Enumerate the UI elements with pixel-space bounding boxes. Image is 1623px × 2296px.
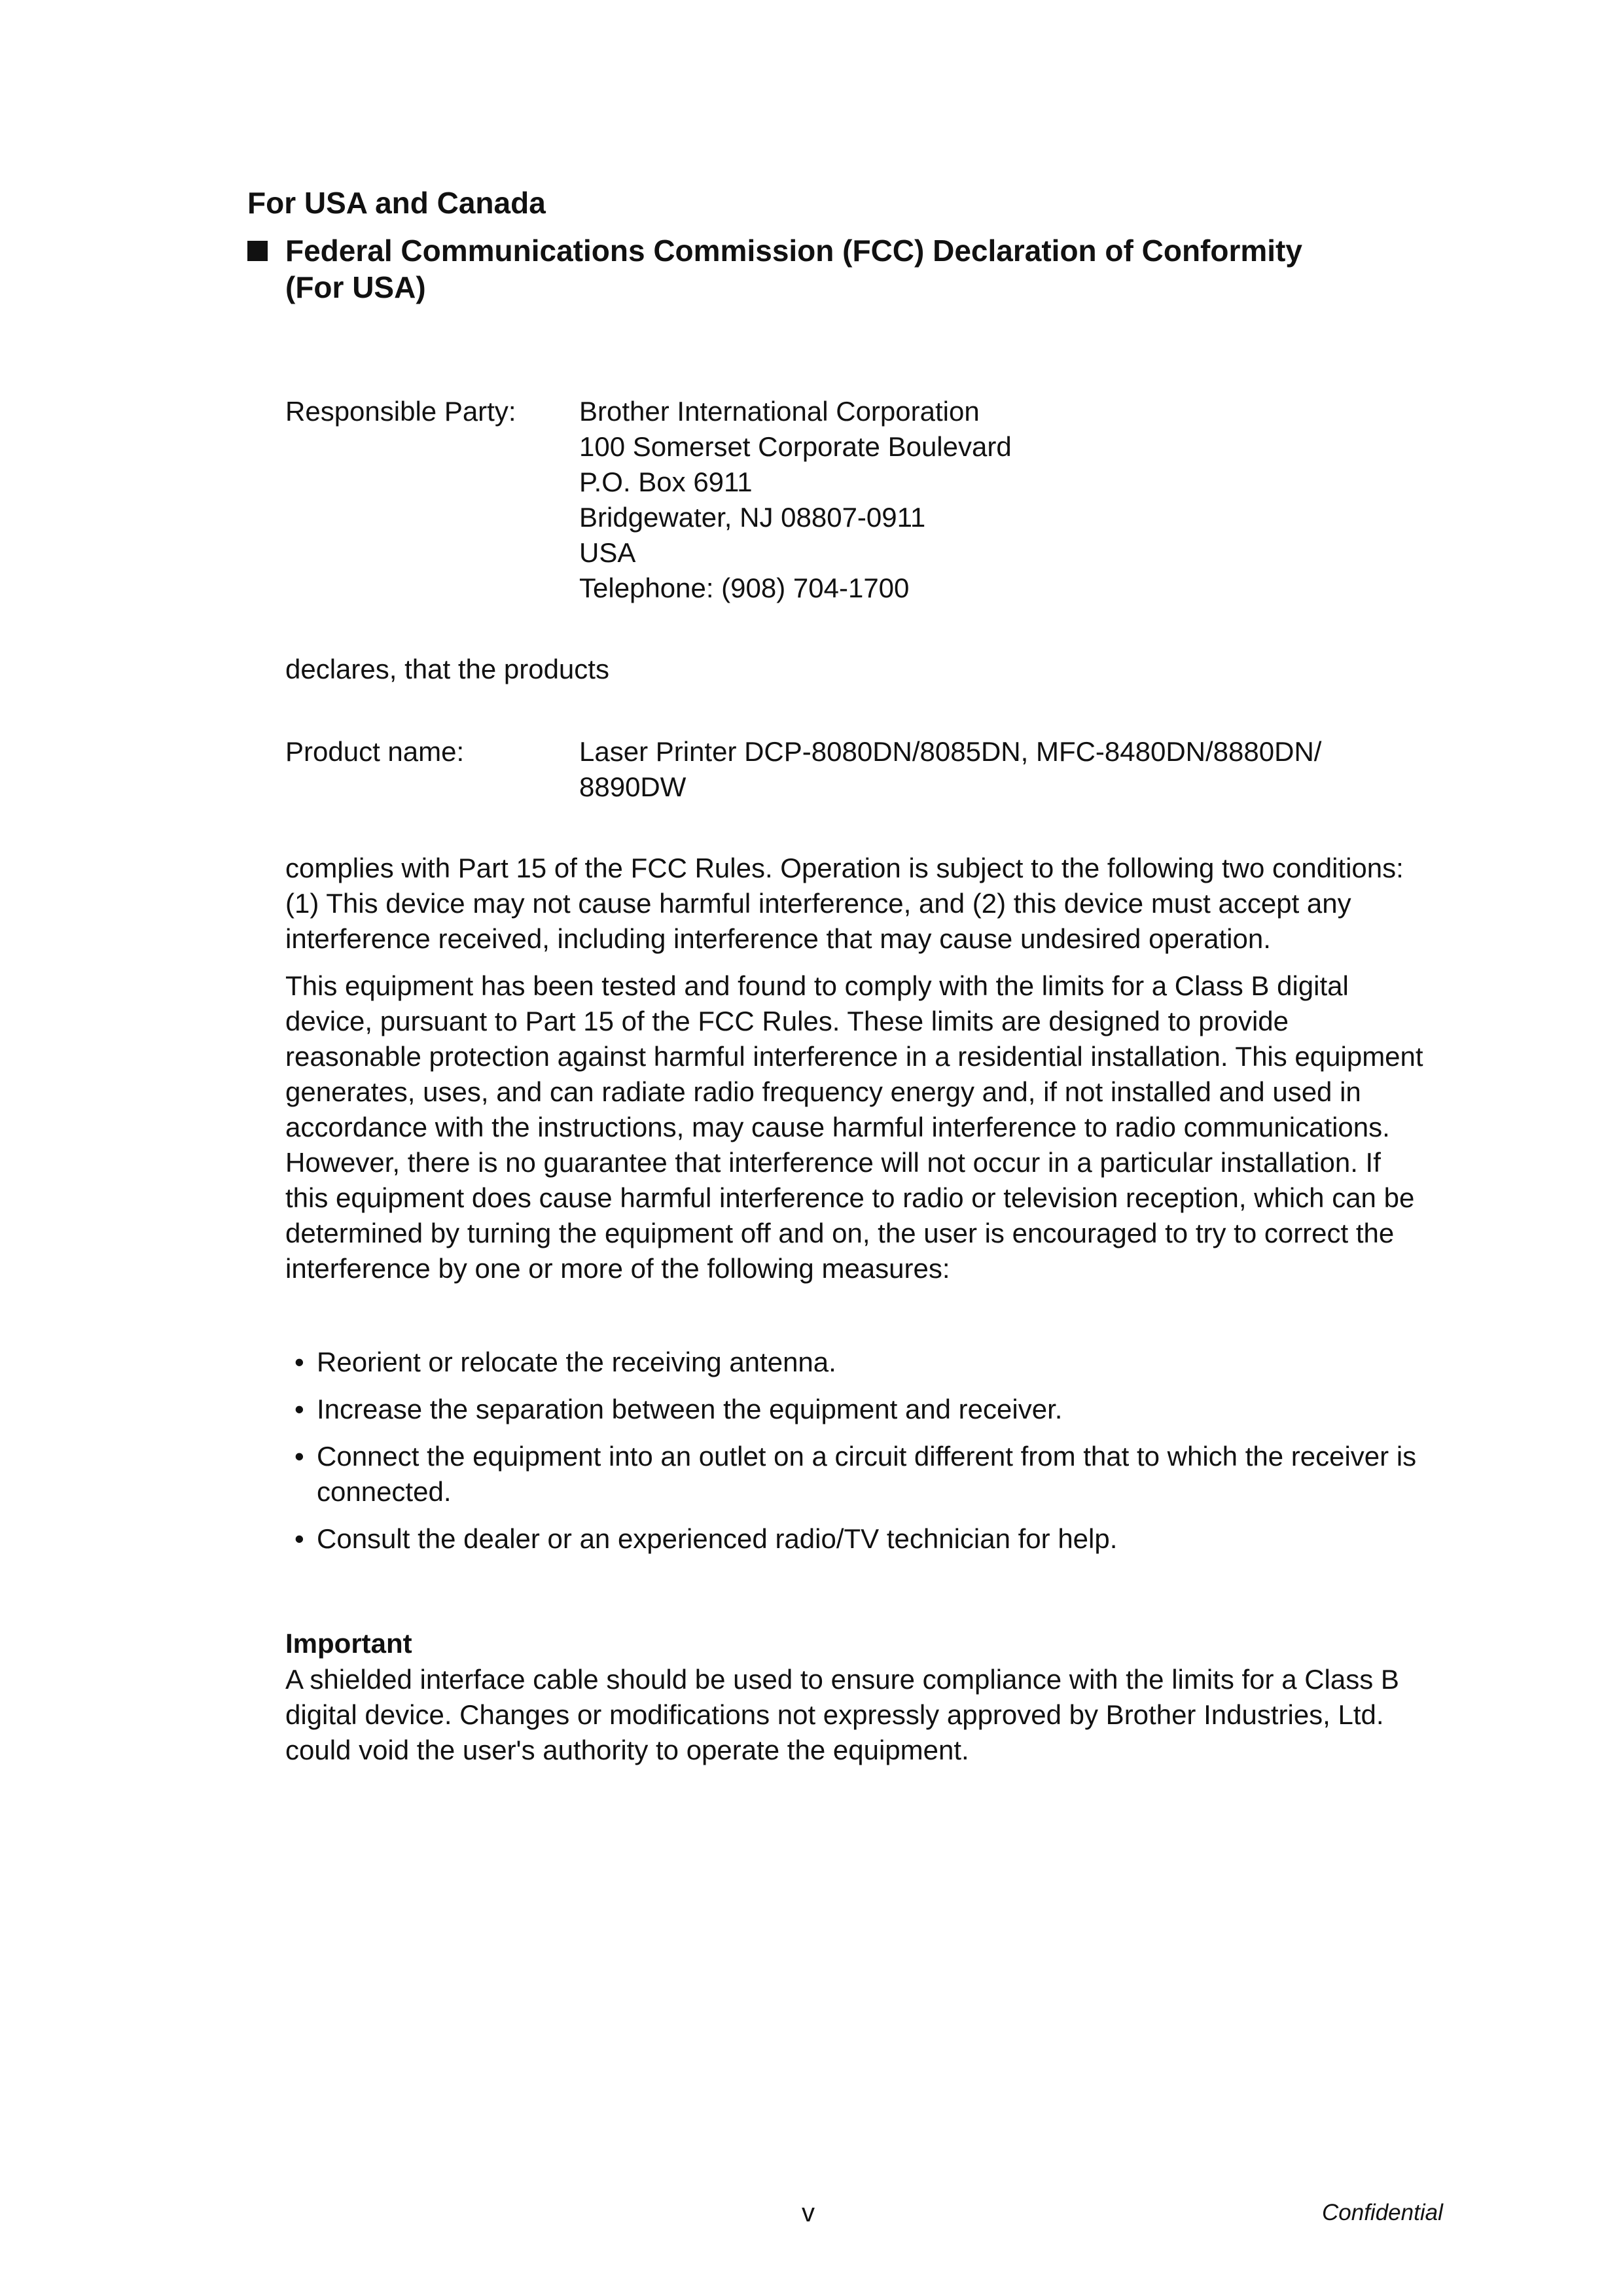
address-line: 100 Somerset Corporate Boulevard	[579, 431, 1012, 462]
product-name-value	[579, 734, 1430, 805]
address-line: Brother International Corporation	[579, 396, 980, 427]
heading-line-2: (For USA)	[285, 270, 426, 304]
list-item	[285, 1392, 1424, 1427]
important-heading: Important	[285, 1628, 412, 1659]
telephone-line: Telephone: (908) 704-1700	[579, 573, 910, 603]
list-item	[285, 1439, 1424, 1510]
fcc-declaration-heading	[247, 232, 1360, 306]
compliance-paragraph: complies with Part 15 of the FCC Rules. Operation is subject to the following two conditions: (1) This device may not cause harmful interference, and (2) this device must accept any interference received, including interference that may cause undesired operation.	[285, 853, 1404, 954]
responsible-party-address	[579, 394, 1430, 606]
address-line: Bridgewater, NJ 08807-0911	[579, 502, 926, 533]
section-title: For USA and Canada	[247, 186, 546, 220]
list-item	[285, 1345, 1424, 1380]
confidential-label: Confidential	[1322, 2200, 1443, 2225]
measure-text: Increase the separation between the equipment and receiver.	[317, 1394, 1063, 1424]
responsible-party-label: Responsible Party:	[285, 396, 516, 427]
list-item	[285, 1521, 1424, 1557]
product-name-line: 8890DW	[579, 771, 687, 802]
address-line: USA	[579, 537, 636, 568]
declares-text: declares, that the products	[285, 654, 609, 684]
measure-text: Reorient or relocate the receiving antenna.	[317, 1347, 836, 1377]
heading-line-1: Federal Communications Commission (FCC) Declaration of Conformity	[285, 234, 1302, 268]
product-name-line: Laser Printer DCP-8080DN/8085DN, MFC-8480DN/8880DN/	[579, 736, 1322, 767]
product-name-label: Product name:	[285, 736, 465, 767]
page-number: v	[802, 2199, 815, 2227]
measures-list	[285, 1345, 1424, 1568]
bullet-dot-icon: •	[294, 1441, 304, 1472]
equipment-paragraph: This equipment has been tested and found to comply with the limits for a Class B digital device, pursuant to Part 15 of the FCC Rules. These limits are designed to provide reasonable protection against harmful interference in a residential installation. This equipment generates, uses, and can radiate radio frequency energy and, if not installed and used in accordance with the instructions, may cause harmful interference to radio communications. However, there is no guarantee that interference will not occur in a particular installation. If this equipment does cause harmful interference to radio or television reception, which can be determined by turning the equipment off and on, the user is encouraged to try to correct the interference by one or more of the following measures:	[285, 970, 1423, 1284]
square-bullet-icon	[247, 241, 268, 261]
measure-text: Consult the dealer or an experienced radio/TV technician for help.	[317, 1523, 1118, 1554]
bullet-dot-icon: •	[294, 1394, 304, 1424]
measure-text: Connect the equipment into an outlet on a circuit different from that to which the receiver is connected.	[317, 1441, 1417, 1507]
bullet-dot-icon: •	[294, 1347, 304, 1377]
address-line: P.O. Box 6911	[579, 467, 753, 497]
bullet-dot-icon: •	[294, 1523, 304, 1554]
important-text: A shielded interface cable should be used to ensure compliance with the limits for a Class B digital device. Changes or modifications not expressly approved by Brother Industries, Ltd. could void the user's authority to operate the equipment.	[285, 1664, 1399, 1765]
